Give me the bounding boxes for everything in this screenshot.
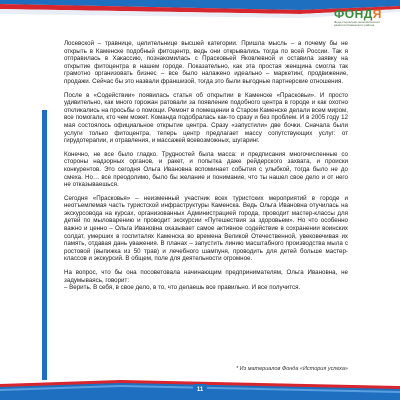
logo-tagline: Фонд социально-экономического развития Каменского района <box>334 20 381 28</box>
source-footnote: * Из материалов Фонда «История успеха» <box>236 366 348 372</box>
paragraph-1: Лосевской – травнице, целительнице высшей категории. Пришла мысль – а почему бы не открыть в Каменске подобный фитоцентр, ведь они открывались тогда по всей России. Так я отправилась в Хакассию, познакомилась с Прасковьей Яковлевной и оставила заявку на открытие фитоцентра в нашем городе. Показательно, как эта простая женщина смогла так грамотно организовать бизнес – все было налажено идеально – маркетинг, продвижение, продажи. Сейчас бы это назвали франшизой, тогда это были выгодные партнерские отношения. <box>64 40 348 85</box>
page-number: 11 <box>193 384 207 396</box>
article-body <box>64 40 348 298</box>
logo-wordmark: ФОНДЯ <box>334 7 382 21</box>
left-accent-bar <box>42 110 47 380</box>
fond-logo <box>334 8 386 30</box>
paragraph-4: Сегодня «Прасковья» – неизменный участник всех туристских мероприятий в городе и неотъемлемая часть туристской инфраструктуры Каменска. Ведь Ольга Ивановна отучилась на экскурсовода на курсах, организованных Администрацией города, проводит мастер-классы для детей по мыловарению и проводит экскурсии «Путешествия за здоровьем». Но что особенно важно и ценно – Ольга Ивановна оказывает самое активное содействие в сохранении воинских солдат, умерших в госпиталях Каменска во времена Великой Отечественной, увековечивая их память, отдавая дань уважения. В планах – запустить линию масштабного производства мыла с ростовой (выпижка из 50 трав) и лечебного шампуня, проводить для детей больше мастер-классов и экскурсий. В общем, поле для деятельности огромное. <box>64 194 348 263</box>
paragraph-2: После в «Содействии» появилась статья об открытии в Каменске «Прасковьи». И просто удивительно, как много горожан ратовали за появление подобного центра в городе и как охотно откликались на просьбы о помощи. Ремонт в помещении в Старом Каменске делали всем миром, все помогали, кто чем может. Команда подобралась как-то сразу и без проблем. И в 2005 году 12 мая состоялось официальное открытие центра. Сразу «запустили» две бочки. Сначала были услуги только фитоцентра, теперь центр предлагает массу сопутствующих услуг: от гирудотерапии, и отравления, и массажей всевозможных, шугаринг. <box>64 91 348 145</box>
paragraph-5: На вопрос, что бы она посоветовала начинающим предпринимателям, Ольга Ивановна, не задумываясь, говорит: – Верить. В себя, в свое дело, в то, что делаешь все правильно. И все получится. <box>64 269 348 292</box>
paragraph-3: Конечно, не все было гладко. Трудностей была масса: и предписания многочисленные со стороны надзорных органов, и ракет, и попытка даже рейдерского захвата, и происки конкурентов. Это сегодня Ольга Ивановна вспоминает события с улыбкой, тогда было не до смеха. Но… все преодолимо, было бы желание и понимание, что ты нашел свое дело и от него не отказываешься. <box>64 150 348 189</box>
